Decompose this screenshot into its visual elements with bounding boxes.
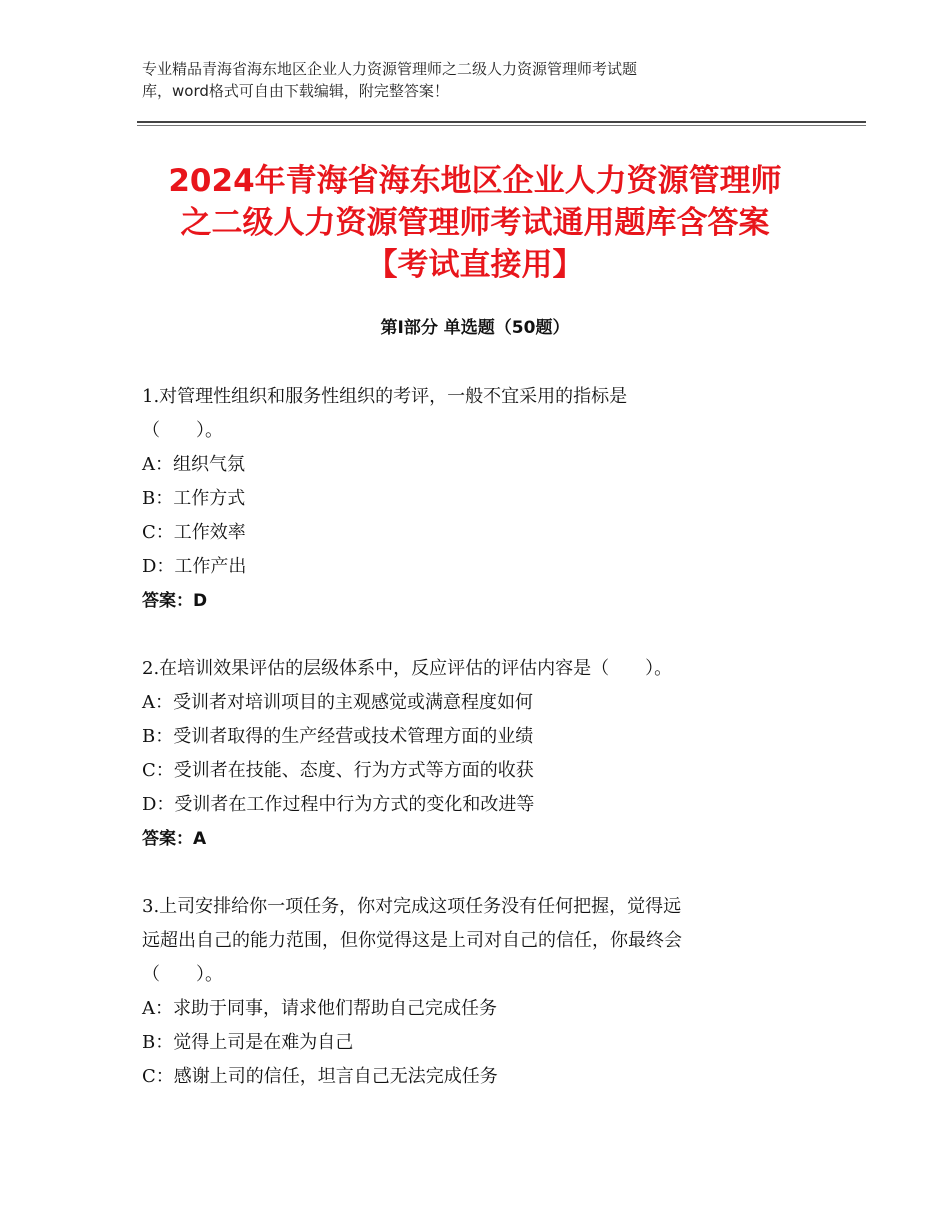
option-a: A：受训者对培训项目的主观感觉或满意程度如何 xyxy=(142,692,533,713)
header-divider xyxy=(137,121,866,123)
question-stem xyxy=(142,380,812,448)
stem-line: （ ）。 xyxy=(142,420,223,441)
question-stem xyxy=(142,652,812,686)
section-heading: 第Ⅰ部分 单选题（50题） xyxy=(380,318,570,338)
option-d: D：受训者在工作过程中行为方式的变化和改进等 xyxy=(142,794,535,815)
title-line: 【考试直接用】 xyxy=(366,247,584,283)
option-c: C：受训者在技能、态度、行为方式等方面的收获 xyxy=(142,760,534,781)
stem-line: 3.上司安排给你一项任务，你对完成这项任务没有任何把握，觉得远 xyxy=(142,896,682,917)
answer: 答案：A xyxy=(142,829,207,849)
option-b: B：觉得上司是在难为自己 xyxy=(142,1032,354,1053)
question-stem xyxy=(142,890,812,992)
option-a: A：求助于同事，请求他们帮助自己完成任务 xyxy=(142,998,497,1019)
stem-line: 远超出自己的能力范围，但你觉得这是上司对自己的信任，你最终会 xyxy=(142,930,682,951)
header-note-line: 库，word格式可自由下载编辑，附完整答案！ xyxy=(142,82,449,100)
option-b: B：工作方式 xyxy=(142,488,246,509)
option-d: D：工作产出 xyxy=(142,556,247,577)
header-divider-thin xyxy=(137,125,866,126)
header-note-line: 专业精品青海省海东地区企业人力资源管理师之二级人力资源管理师考试题 xyxy=(142,60,638,78)
question-3 xyxy=(142,890,812,1094)
document-title xyxy=(120,160,830,286)
question-1 xyxy=(142,380,812,618)
title-line: 之二级人力资源管理师考试通用题库含答案 xyxy=(180,205,770,241)
option-b: B：受训者取得的生产经营或技术管理方面的业绩 xyxy=(142,726,534,747)
title-line: 2024年青海省海东地区企业人力资源管理师 xyxy=(168,163,782,199)
stem-line: （ ）。 xyxy=(142,964,223,985)
option-c: C：工作效率 xyxy=(142,522,246,543)
option-a: A：组织气氛 xyxy=(142,454,245,475)
stem-line: 1.对管理性组织和服务性组织的考评，一般不宜采用的指标是 xyxy=(142,386,628,407)
answer: 答案：D xyxy=(142,591,208,611)
stem-line: 2.在培训效果评估的层级体系中，反应评估的评估内容是（ ）。 xyxy=(142,658,673,679)
option-c: C：感谢上司的信任，坦言自己无法完成任务 xyxy=(142,1066,498,1087)
question-2 xyxy=(142,652,812,856)
header-note xyxy=(142,58,792,102)
